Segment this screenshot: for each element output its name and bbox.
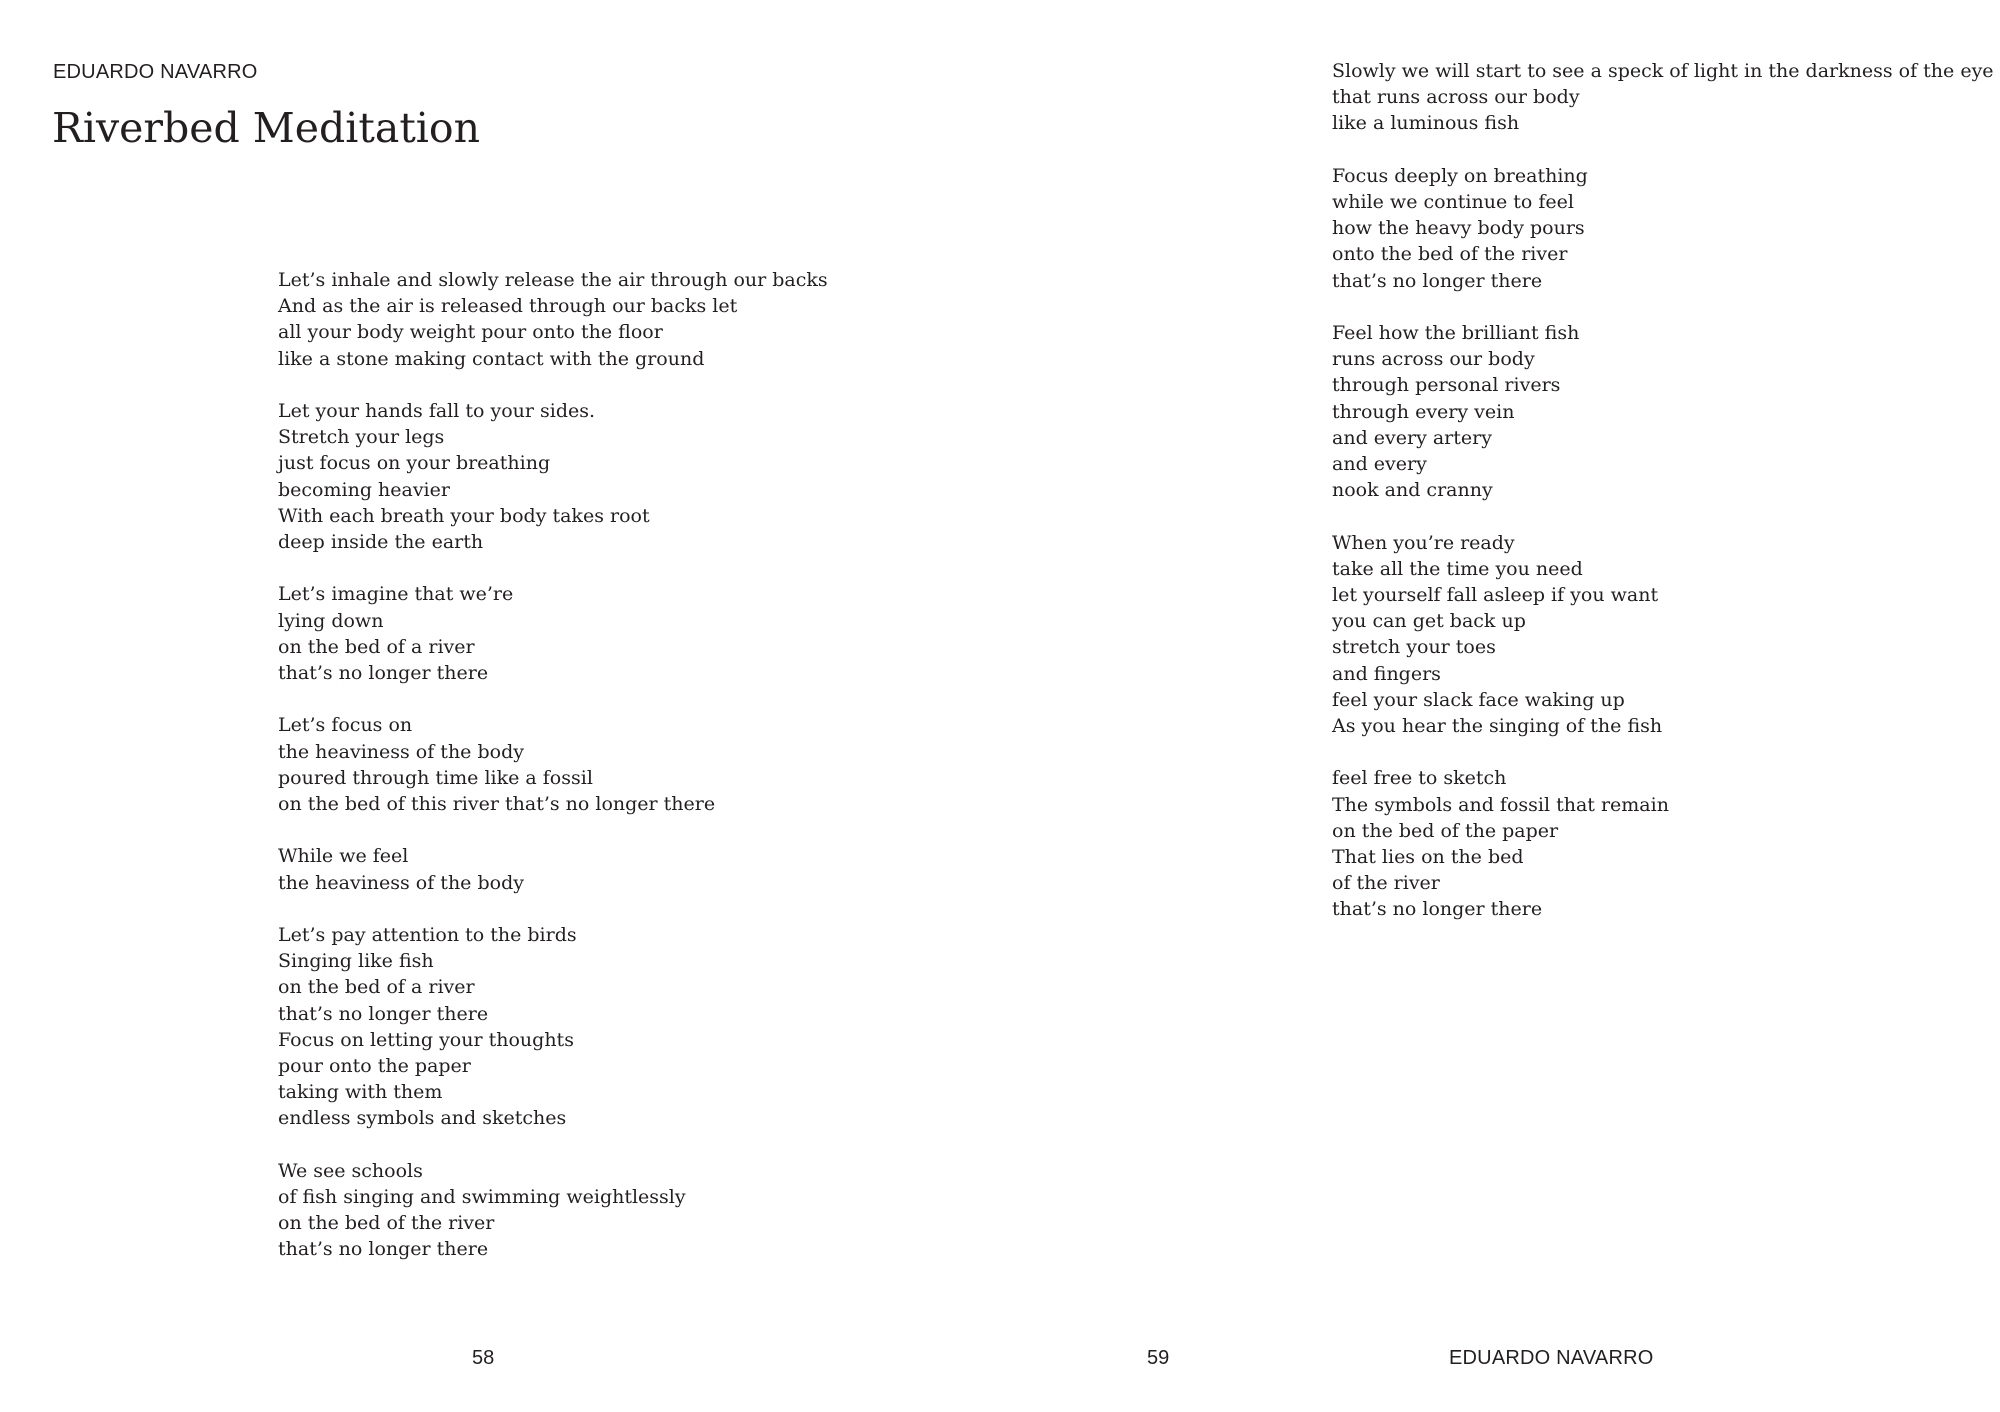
- poem-line: deep inside the earth: [278, 531, 484, 554]
- poem-line: while we continue to feel: [1332, 191, 1574, 213]
- poem-stanza: [1332, 530, 1982, 740]
- poem-line: just focus on your breathing: [278, 452, 551, 475]
- poem-line: that’s no longer there: [278, 1238, 489, 1261]
- left-running-head-author: EDUARDO NAVARRO: [53, 61, 258, 83]
- poem-line: through personal rivers: [1332, 374, 1561, 397]
- poem-line: lying down: [278, 609, 384, 632]
- poem-line: As you hear the singing of the fish: [1332, 715, 1663, 738]
- poem-line: stretch your toes: [1332, 636, 1496, 659]
- poem-line: And as the air is released through our backs let: [278, 295, 738, 318]
- poem-line: Slowly we will start to see a speck of light in the darkness of the eye: [1332, 60, 1994, 82]
- left-poem-body: [278, 267, 878, 1289]
- poem-line: Stretch your legs: [278, 426, 445, 449]
- poem-line: that’s no longer there: [1332, 269, 1543, 292]
- poem-line: While we feel: [278, 845, 409, 868]
- poem-line: all your body weight pour onto the floor: [278, 321, 663, 344]
- poem-line: and fingers: [1332, 662, 1441, 685]
- poem-stanza: [1332, 163, 1982, 294]
- poem-line: on the bed of the paper: [1332, 819, 1559, 842]
- poem-line: that’s no longer there: [278, 662, 489, 685]
- poem-line: becoming heavier: [278, 478, 450, 501]
- poem-line: you can get back up: [1332, 610, 1526, 633]
- poem-line: of the river: [1332, 872, 1440, 895]
- right-running-foot-author: EDUARDO NAVARRO: [1449, 1347, 1654, 1369]
- poem-line: poured through time like a fossil: [278, 766, 593, 789]
- poem-line: Singing like fish: [278, 950, 434, 973]
- poem-line: The symbols and fossil that remain: [1332, 793, 1669, 816]
- poem-stanza: [278, 922, 878, 1132]
- poem-line: When you’re ready: [1332, 531, 1515, 554]
- poem-stanza: [1332, 320, 1982, 503]
- poem-line: feel your slack face waking up: [1332, 688, 1625, 711]
- poem-line: the heaviness of the body: [278, 740, 524, 763]
- right-page-number: 59: [1147, 1347, 1170, 1369]
- poem-line: nook and cranny: [1332, 479, 1493, 502]
- poem-line: like a stone making contact with the ground: [278, 347, 705, 370]
- poem-line: onto the bed of the river: [1332, 243, 1568, 266]
- poem-stanza: [1332, 765, 1982, 922]
- poem-stanza: [278, 398, 878, 555]
- poem-line: through every vein: [1332, 400, 1515, 423]
- poem-line: like a luminous fish: [1332, 112, 1520, 135]
- poem-line: Let’s imagine that we’re: [278, 583, 514, 606]
- poem-line: endless symbols and sketches: [278, 1107, 567, 1130]
- poem-line: Focus deeply on breathing: [1332, 164, 1588, 187]
- poem-line: and every: [1332, 453, 1427, 476]
- poem-line: Let’s pay attention to the birds: [278, 924, 577, 946]
- poem-line: let yourself fall asleep if you want: [1332, 584, 1659, 607]
- poem-line: on the bed of a river: [278, 976, 475, 999]
- poem-line: Focus on letting your thoughts: [278, 1028, 574, 1051]
- poem-stanza: [278, 581, 878, 686]
- poem-line: take all the time you need: [1332, 557, 1583, 580]
- poem-line: how the heavy body pours: [1332, 217, 1585, 240]
- left-page-number: 58: [472, 1347, 495, 1369]
- poem-stanza: [278, 712, 878, 817]
- poem-line: That lies on the bed: [1332, 846, 1524, 869]
- poem-stanza: [278, 1158, 878, 1263]
- right-poem-body: [1332, 58, 1994, 949]
- poem-line: feel free to sketch: [1332, 767, 1507, 790]
- poem-line: on the bed of a river: [278, 635, 475, 658]
- poem-line: that’s no longer there: [1332, 898, 1543, 921]
- poem-stanza: [1332, 58, 1994, 137]
- poem-line: Let’s focus on: [278, 714, 413, 737]
- poem-stanza: [278, 843, 878, 895]
- poem-line: pour onto the paper: [278, 1055, 471, 1078]
- poem-line: taking with them: [278, 1081, 443, 1104]
- poem-line: We see schools: [278, 1159, 423, 1182]
- poem-line: and every artery: [1332, 426, 1492, 449]
- poem-line: Let your hands fall to your sides.: [278, 400, 596, 422]
- poem-line: on the bed of the river: [278, 1212, 495, 1235]
- poem-stanza: [278, 267, 878, 372]
- poem-line: that runs across our body: [1332, 86, 1580, 109]
- poem-line: the heaviness of the body: [278, 871, 524, 894]
- poem-line: Feel how the brilliant fish: [1332, 322, 1580, 344]
- poem-title: Riverbed Meditation: [52, 104, 480, 152]
- poem-line: runs across our body: [1332, 348, 1535, 371]
- poem-line: on the bed of this river that’s no longer there: [278, 793, 716, 816]
- poem-line: of fish singing and swimming weightlessly: [278, 1186, 686, 1209]
- poem-line: that’s no longer there: [278, 1002, 489, 1025]
- poem-line: Let’s inhale and slowly release the air through our backs: [278, 269, 828, 291]
- poem-line: With each breath your body takes root: [278, 504, 650, 527]
